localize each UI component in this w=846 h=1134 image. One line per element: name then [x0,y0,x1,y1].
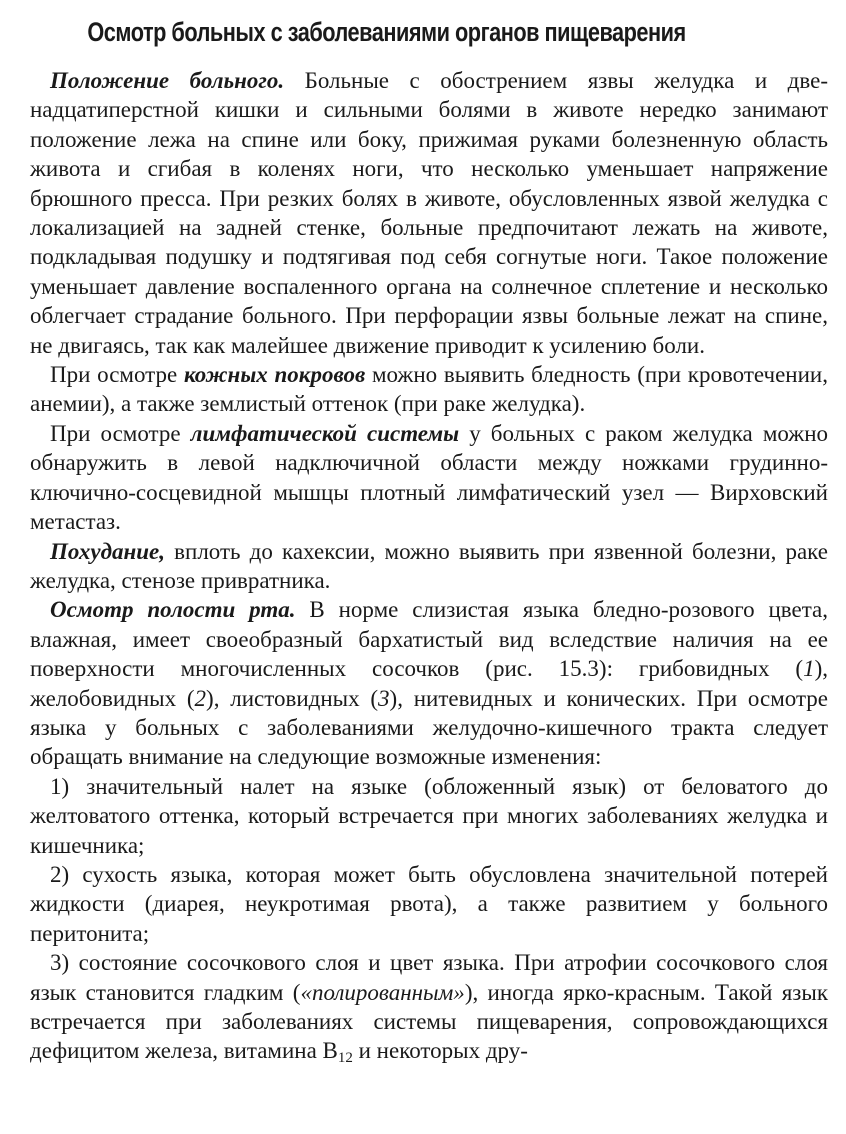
text-fragment: При осмотре [50,362,184,388]
subscript: 12 [337,1050,353,1067]
text-fragment: у больных с раком желудка можно обнаружить в левой надключичной области между ножками грудинно-ключично-сосцевидной мышцы плотный лимфатический узел — Вирховский метастаз. [30,420,828,535]
list-item: 2) сухость языка, которая может быть обусловлена значительной потерей жидкости (диарея, неукротимая рвота), а также развитием у больного перитонита; [30,861,828,946]
text-fragment: При осмотре [50,420,191,446]
text-fragment: В норме слизистая языка бледно-розового цвета, влажная, имеет своеобразный бархатистый вид вследствие наличия на ее поверхности многочисленных сосочков (рис. 15.3): грибовидных ( [30,597,828,682]
text-fragment: ), нитевидных и конических. При осмотре языка у больных с заболеваниями желудочно-кишечного тракта следует обращать внимание на следующие возможные изменения: [30,685,828,770]
quoted-term: «полированным» [300,979,465,1005]
list-item: 1) значительный налет на языке (обложенный язык) от беловатого до желтоватого оттенка, который встречается при многих заболеваниях желудка и кишечника; [30,773,828,858]
page-title: Осмотр больных с заболеваниями органов пищеварения [87,17,686,47]
figure-ref-number: 1 [803,656,815,682]
text-fragment: ), листовидных ( [206,685,379,711]
text-fragment: ), желобовидных ( [30,656,828,711]
paragraph-weight-loss [30,537,828,596]
figure-ref-number: 2 [194,685,207,711]
paragraph-skin [30,360,828,419]
emphasis-term: лимфатической системы [190,420,460,446]
text-fragment: 3) состояние сосочкового слоя и цвет языка. При атрофии сосочкового слоя язык становится гладким ( [30,950,828,1005]
paragraph-lymph [30,419,828,537]
emphasis-term: кожных покровов [183,362,366,388]
lead-term: Положение больного. [50,68,285,93]
lead-term: Осмотр полости рта. [50,597,296,623]
text-fragment: и некоторых дру- [352,1038,528,1064]
paragraph-text: Больные с обострением язвы желудка и двенадцатиперстной кишки и сильными болями в животе нередко занимают положение лежа на спине или боку, прижимая руками болезненную область живота и сгибая в коленях ноги, что несколько уменьшает напряжение брюшного пресса. При резких болях в животе, обусловленных язвой желудка с локализацией на задней стенке, больные предпочитают лежать на животе, подкладывая подушку и подтягивая под себя согнутые ноги. Такое положение уменьшает давление воспаленного органа на солнечное сплетение и несколько облегчает страдание больного. При перфорации язвы больные лежат на спине, не двигаясь, так как малейшее движение приводит к усилению боли. [30,68,828,358]
text-fragment: можно выявить бледность (при кровотечении, анемии), а также землистый оттенок (при раке желудка). [30,362,828,417]
figure-ref-number: 3 [378,685,390,711]
paragraph-oral-exam [30,595,828,771]
lead-term: Похудание, [50,538,165,564]
text-fragment: ), иногда ярко-красным. Такой язык встречается при заболеваниях системы пищеварения, сопровождающихся дефицитом железа, витамина B [30,979,828,1064]
paragraph-text: вплоть до кахексии, можно выявить при язвенной болезни, раке желудка, стенозе привратника. [30,538,828,593]
list-item [30,948,828,1066]
paragraph-patient-position [30,66,828,360]
